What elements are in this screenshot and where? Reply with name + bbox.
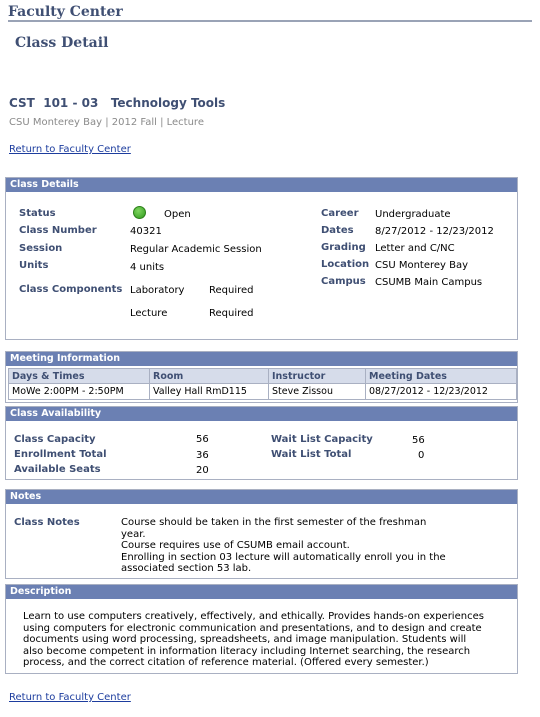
- column-room: Room: [150, 369, 269, 384]
- meeting-table-header-row: [9, 369, 517, 384]
- available-seats-value: 20: [196, 465, 209, 476]
- status-value: Open: [164, 209, 191, 220]
- faculty-center-heading: Faculty Center: [8, 4, 532, 22]
- class-capacity-label: Class Capacity: [14, 434, 96, 445]
- column-days-times: Days & Times: [9, 369, 150, 384]
- grading-label: Grading: [321, 242, 366, 253]
- class-availability-header: Class Availability: [6, 407, 517, 421]
- notes-panel: [5, 489, 518, 579]
- class-capacity-value: 56: [196, 434, 209, 445]
- class-components-label: Class Components: [19, 284, 123, 295]
- course-subtitle: CSU Monterey Bay | 2012 Fall | Lecture: [9, 117, 204, 128]
- description-line: process, and the correct citation of reference material. (Offered every semester.): [23, 657, 429, 668]
- session-label: Session: [19, 243, 63, 254]
- class-notes-line: associated section 53 lab.: [121, 563, 252, 574]
- wait-list-total-value: 0: [418, 450, 425, 461]
- class-details-header: Class Details: [6, 178, 517, 192]
- component-name: Lecture: [130, 308, 168, 319]
- meeting-table: [8, 368, 517, 400]
- column-meeting-dates: Meeting Dates: [366, 369, 517, 384]
- column-instructor: Instructor: [269, 369, 366, 384]
- enrollment-total-label: Enrollment Total: [14, 449, 107, 460]
- location-label: Location: [321, 259, 370, 270]
- class-notes-line: year.: [121, 528, 146, 540]
- wait-list-capacity-label: Wait List Capacity: [271, 434, 373, 445]
- status-label: Status: [19, 208, 56, 219]
- dates-label: Dates: [321, 225, 354, 236]
- course-title: CST 101 - 03 Technology Tools: [9, 96, 226, 110]
- description-line: Learn to use computers creatively, effectively, and ethically. Provides hands-on experiences: [23, 611, 484, 622]
- dates-value: 8/27/2012 - 12/23/2012: [375, 226, 494, 237]
- available-seats-label: Available Seats: [14, 464, 101, 475]
- session-value: Regular Academic Session: [130, 244, 262, 255]
- class-notes-line: Course requires use of CSUMB email account.: [121, 540, 350, 551]
- class-number-value: 40321: [130, 226, 162, 237]
- notes-header: Notes: [6, 490, 517, 504]
- return-to-faculty-center-link-top[interactable]: Return to Faculty Center: [9, 144, 131, 155]
- component-requirement: Required: [209, 285, 254, 296]
- units-label: Units: [19, 260, 49, 271]
- cell-days-times: MoWe 2:00PM - 2:50PM: [9, 384, 150, 400]
- description-line: documents using word processing, spreadsheets, and image manipulation. Students will: [23, 634, 467, 645]
- status-open-icon: [133, 206, 146, 219]
- return-to-faculty-center-link-bottom[interactable]: Return to Faculty Center: [9, 692, 131, 703]
- component-name: Laboratory: [130, 285, 185, 296]
- class-notes-line: Enrolling in section 03 lecture will automatically enroll you in the: [121, 551, 446, 563]
- class-notes-text: [121, 517, 446, 575]
- description-text: [23, 611, 484, 669]
- class-notes-label: Class Notes: [14, 517, 80, 528]
- units-value: 4 units: [130, 262, 165, 273]
- description-line: using computers for electronic communication and presentations, and to design and create: [23, 622, 482, 634]
- wait-list-capacity-value: 56: [412, 435, 425, 446]
- class-number-label: Class Number: [19, 225, 97, 236]
- class-details-panel: [5, 177, 518, 340]
- description-line: also become competent in information literacy including Internet searching, the research: [23, 645, 471, 657]
- table-row: [9, 384, 517, 400]
- location-value: CSU Monterey Bay: [375, 260, 469, 271]
- page-title: Class Detail: [15, 35, 109, 51]
- meeting-information-header: Meeting Information: [6, 352, 517, 366]
- career-value: Undergraduate: [375, 209, 451, 220]
- career-label: Career: [321, 208, 359, 219]
- class-notes-line: Course should be taken in the first semester of the freshman: [121, 517, 427, 528]
- wait-list-total-label: Wait List Total: [271, 449, 352, 460]
- meeting-information-panel: [5, 351, 518, 403]
- description-panel: [5, 584, 518, 674]
- cell-instructor: Steve Zissou: [269, 384, 366, 400]
- class-availability-panel: [5, 406, 518, 480]
- enrollment-total-value: 36: [196, 450, 209, 461]
- campus-value: CSUMB Main Campus: [375, 277, 483, 288]
- description-header: Description: [6, 585, 517, 599]
- cell-meeting-dates: 08/27/2012 - 12/23/2012: [366, 384, 517, 400]
- cell-room: Valley Hall RmD115: [150, 384, 269, 400]
- campus-label: Campus: [321, 276, 366, 287]
- grading-value: Letter and C/NC: [375, 243, 455, 254]
- component-requirement: Required: [209, 308, 254, 319]
